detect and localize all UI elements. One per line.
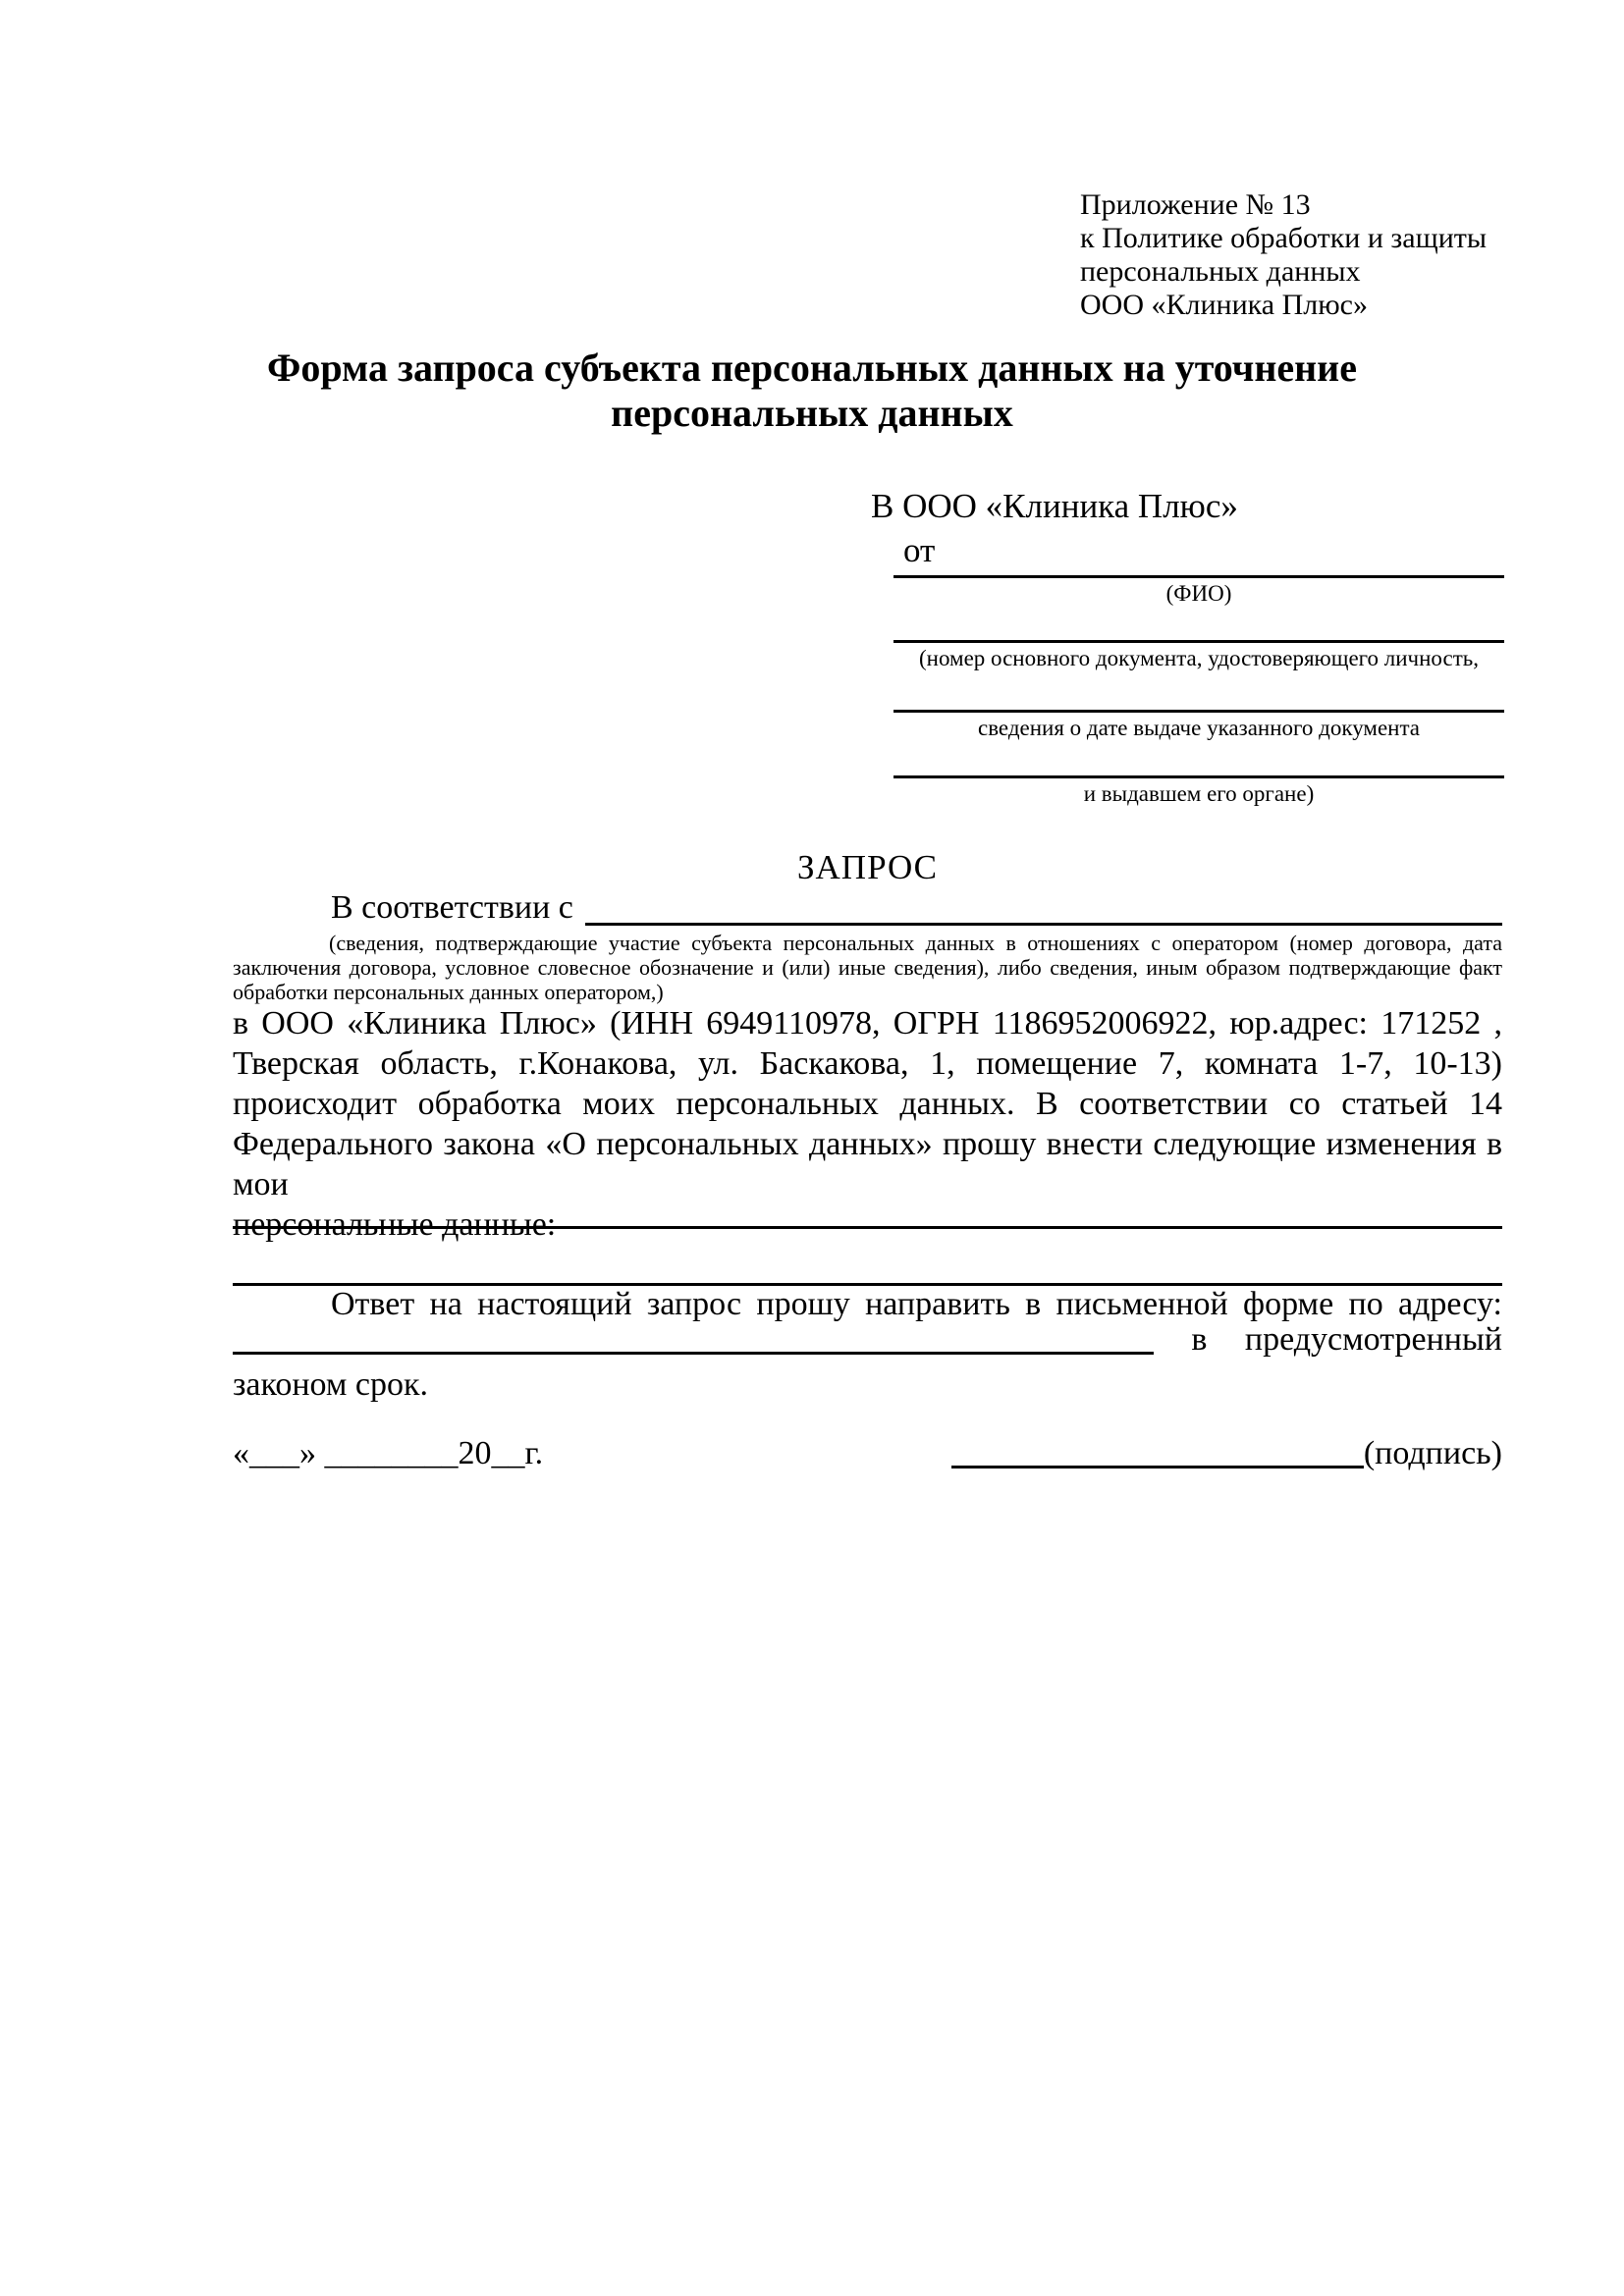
- request-body-line: происходит обработка моих персональных данных. В соответствии со статьей 14: [233, 1086, 1502, 1122]
- issue-date-field-line[interactable]: [893, 710, 1504, 713]
- basis-field-line[interactable]: [585, 923, 1502, 926]
- request-body-line: Тверская область, г.Конакова, ул. Баскакова, 1, помещение 7, комната 1-7, 10-13): [233, 1045, 1502, 1082]
- fio-field-line[interactable]: [893, 575, 1504, 578]
- appendix-line: персональных данных: [1080, 255, 1361, 288]
- document-number-caption: (номер основного документа, удостоверяющего личность,: [918, 646, 1479, 670]
- from-label: от: [903, 531, 936, 569]
- basis-row: [233, 886, 1502, 930]
- reply-address-field-line[interactable]: [233, 1352, 1154, 1355]
- document-title-line: Форма запроса субъекта персональных данных на уточнение: [267, 346, 1357, 390]
- request-body-line: персональные данные:: [233, 1206, 557, 1243]
- issue-date-caption: сведения о дате выдаче указанного документа: [977, 716, 1421, 740]
- request-heading: ЗАПРОС: [796, 848, 939, 886]
- basis-footnote-line: (сведения, подтверждающие участие субъекта персональных данных в отношениях с оператором (номер договора, дата: [329, 931, 1502, 955]
- document-title-line: персональных данных: [611, 391, 1013, 435]
- basis-prefix: В соответствии с: [331, 889, 573, 926]
- addressee-organization: В ООО «Клиника Плюс»: [871, 487, 1238, 525]
- issuing-authority-field-line[interactable]: [893, 775, 1504, 778]
- changes-field-line-1[interactable]: [233, 1226, 1502, 1229]
- date-blank[interactable]: «___» ________20__г.: [233, 1435, 544, 1471]
- reply-word-stipulated: предусмотренный: [1244, 1321, 1502, 1358]
- basis-footnote: [233, 931, 1502, 1004]
- reply-sentence: Ответ на настоящий запрос прошу направить в письменной форме по адресу:: [331, 1286, 1502, 1322]
- basis-footnote-line: заключения договора, условное словесное обозначение и (или) иные сведения), либо сведения, иным образом подтверждающие факт: [233, 955, 1502, 980]
- signature-caption: (подпись): [1363, 1435, 1502, 1471]
- appendix-line: ООО «Клиника Плюс»: [1080, 289, 1368, 321]
- reply-address-row: [233, 1321, 1502, 1359]
- footer-row: [233, 1433, 1502, 1474]
- issuing-authority-caption: и выдавшем его органе): [1083, 781, 1315, 806]
- request-body-line: в ООО «Клиника Плюс» (ИНН 6949110978, ОГРН 1186952006922, юр.адрес: 171252 ,: [233, 1005, 1502, 1041]
- request-body: [233, 1003, 1502, 1245]
- signature-group: [951, 1433, 1502, 1474]
- signature-field-line[interactable]: [951, 1466, 1364, 1468]
- request-body-line: Федерального закона «О персональных данных» прошу внести следующие изменения в мои: [233, 1126, 1502, 1202]
- appendix-line: Приложение № 13: [1080, 188, 1311, 221]
- fio-caption: (ФИО): [1165, 581, 1232, 606]
- reply-word-in: в: [1191, 1321, 1208, 1358]
- document-number-field-line[interactable]: [893, 640, 1504, 643]
- document-title: [0, 346, 1624, 436]
- basis-footnote-line: обработки персональных данных оператором,): [233, 980, 664, 1004]
- appendix-note: [1080, 188, 1487, 322]
- appendix-line: к Политике обработки и защиты: [1080, 222, 1488, 254]
- reply-closing: законом срок.: [233, 1366, 428, 1403]
